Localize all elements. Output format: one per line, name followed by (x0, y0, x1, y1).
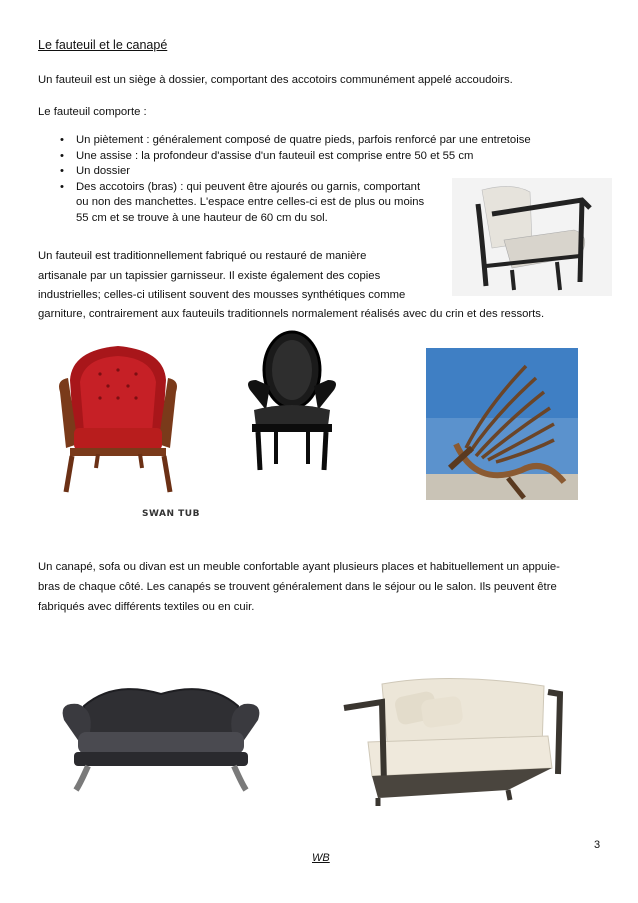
paragraph-2-line: Un fauteuil est traditionnellement fabriqué ou restauré de manière (38, 250, 367, 262)
list-item-text: Un piètement : généralement composé de quatre pieds, parfois renforcé par une entretoise (76, 134, 531, 146)
list-item: • Une assise : la profondeur d'assise d'un fauteuil est comprise entre 50 et 55 cm (60, 149, 474, 162)
paragraph-3-line: Un canapé, sofa ou divan est un meuble confortable ayant plusieurs places et habituellement un appuie- (38, 561, 560, 573)
list-item: • Des accotoirs (bras) : qui peuvent être ajourés ou garnis, comportant (60, 180, 421, 193)
modern-armchair-image (452, 178, 612, 296)
list-item: • Un dossier (60, 165, 130, 177)
paragraph-2-line: industrielles; celles-ci utilisent souvent des mousses synthétiques comme (38, 289, 406, 301)
list-item-text: Des accotoirs (bras) : qui peuvent être ajourés ou garnis, comportant (76, 180, 421, 193)
paragraph-3-line: fabriqués avec différents textiles ou en cuir. (38, 601, 255, 613)
paragraph-3-line: bras de chaque côté. Les canapés se trouvent généralement dans le séjour ou le salon. Ils peuvent être (38, 581, 557, 593)
intro-paragraph: Un fauteuil est un siège à dossier, comportant des accotoirs communément appelé accoudoirs. (38, 74, 513, 86)
paragraph-2-line: garniture, contrairement aux fauteuils traditionnels normalement réalisés avec du crin et des ressorts. (38, 308, 545, 320)
black-medallion-chair-image (236, 326, 348, 474)
grey-sofa-image (54, 676, 268, 796)
page-title: Le fauteuil et le canapé (38, 38, 168, 52)
futon-sofa-image (338, 672, 566, 808)
image-caption: SWAN TUB (142, 509, 200, 519)
list-item-text: Une assise : la profondeur d'assise d'un fauteuil est comprise entre 50 et 55 cm (76, 149, 474, 162)
page-number: 3 (594, 839, 601, 851)
footer-initials: WB (312, 852, 330, 864)
sculptural-chair-image (426, 348, 578, 500)
lead-text: Le fauteuil comporte : (38, 106, 147, 118)
list-item: • Un piètement : généralement composé de quatre pieds, parfois renforcé par une entretoise (60, 134, 531, 146)
list-item-text: 55 cm et se trouve à une hauteur de 60 cm du sol. (76, 211, 328, 224)
paragraph-2-line: artisanale par un tapissier garnisseur. Il existe également des copies (38, 270, 381, 282)
list-item-text: Un dossier (76, 165, 130, 177)
red-armchair-image (52, 340, 184, 502)
list-item-text: ou non des manchettes. L'espace entre celles-ci est de plus ou moins (76, 196, 425, 208)
